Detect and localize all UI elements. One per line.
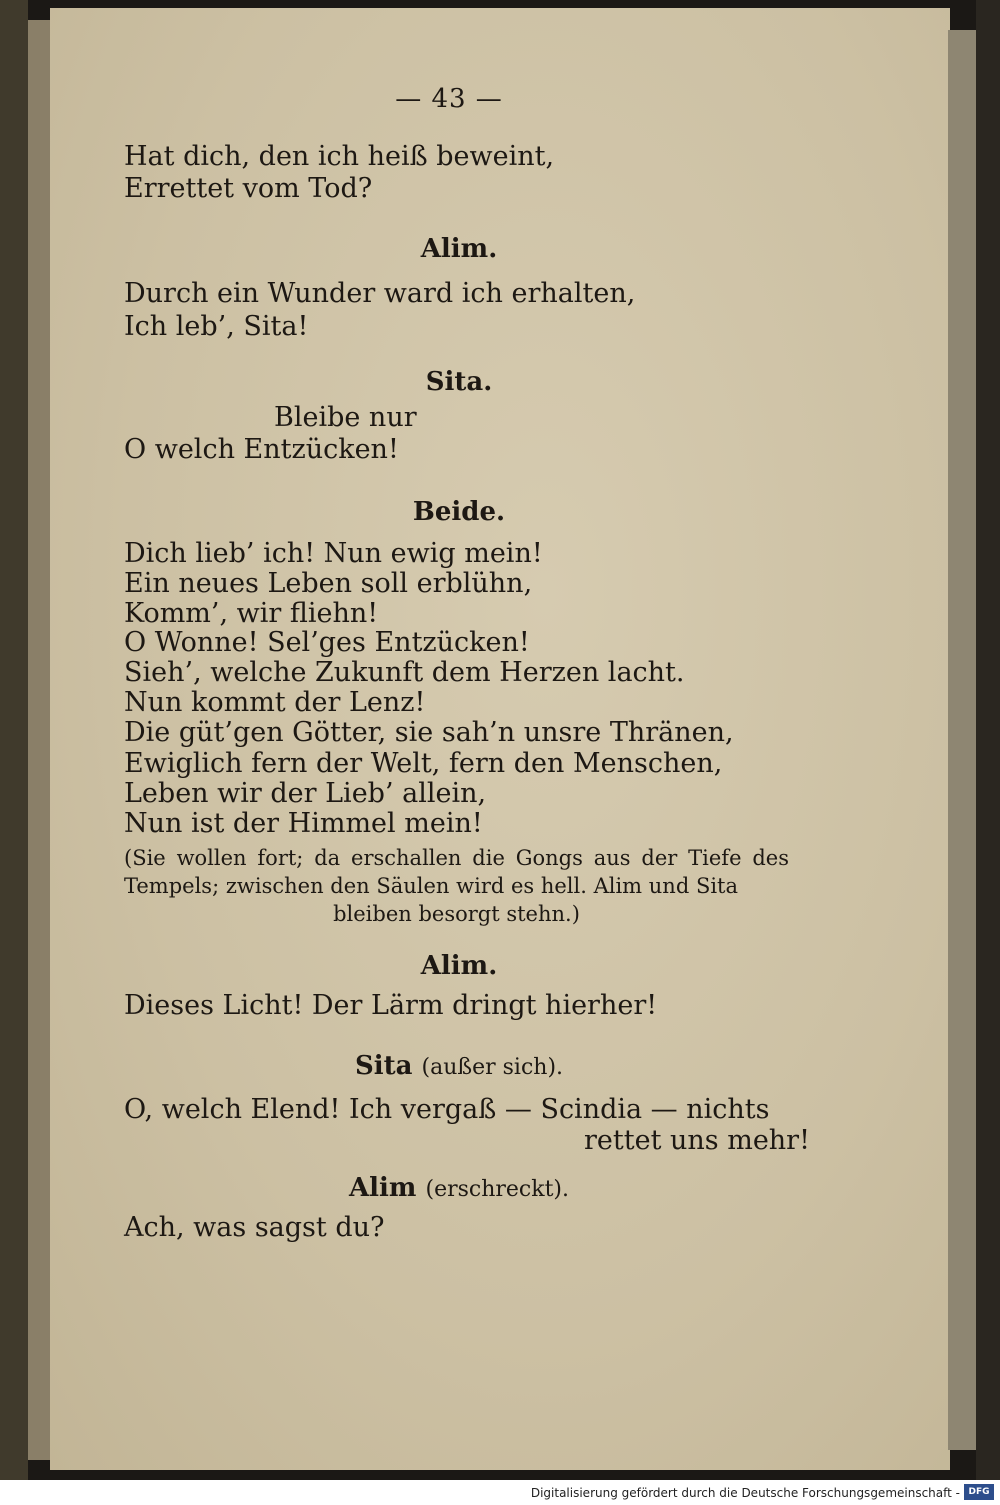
verse-line: Ach, was sagst du? — [124, 1212, 385, 1243]
speaker-heading — [124, 1053, 794, 1079]
verse-line: Durch ein Wunder ward ich erhalten, — [124, 278, 636, 309]
speaker-heading: Alim. — [420, 234, 498, 264]
verse-line: Komm’, wir fliehn! — [124, 598, 379, 629]
stage-direction-text: (Sie wollen fort; da erschallen die Gongs aus der Tiefe des Tempels; zwischen den Säulen wird es hell. Alim und Sita — [124, 846, 789, 898]
page-number: — 43 — — [395, 84, 503, 114]
stage-direction — [124, 844, 789, 928]
book-right-band — [948, 30, 976, 1450]
footer-credit: Digitalisierung gefördert durch die Deutsche Forschungsgemeinschaft - — [530, 1486, 960, 1500]
speaker-direction: (erschreckt). — [425, 1177, 569, 1202]
verse-line: O, welch Elend! Ich vergaß — Scindia — nichts — [124, 1094, 770, 1125]
verse-line: rettet uns mehr! — [584, 1125, 810, 1156]
stage-direction-end: bleiben besorgt stehn.) — [333, 902, 580, 926]
digitization-footer — [0, 1480, 1000, 1505]
dfg-logo-icon: DFG — [964, 1484, 994, 1500]
verse-line: O Wonne! Sel’ges Entzücken! — [124, 627, 530, 658]
verse-line: O welch Entzücken! — [124, 434, 399, 465]
verse-line: Nun ist der Himmel mein! — [124, 808, 483, 839]
speaker-direction: (außer sich). — [421, 1055, 564, 1080]
speaker-name: Sita — [354, 1051, 413, 1081]
speaker-heading: Alim. — [420, 951, 498, 981]
verse-line: Nun kommt der Lenz! — [124, 687, 426, 718]
book-left-edge — [0, 0, 28, 1480]
book-spine-band — [28, 20, 50, 1460]
verse-line: Ich leb’, Sita! — [124, 311, 309, 342]
verse-line: Dieses Licht! Der Lärm dringt hierher! — [124, 990, 658, 1021]
speaker-heading: Sita. — [425, 367, 493, 397]
verse-line: Hat dich, den ich heiß beweint, — [124, 141, 555, 172]
verse-line: Sieh’, welche Zukunft dem Herzen lacht. — [124, 657, 685, 688]
verse-line: Die güt’gen Götter, sie sah’n unsre Thränen, — [124, 717, 734, 748]
book-right-edge — [976, 0, 1000, 1480]
verse-line: Ewiglich fern der Welt, fern den Menschen, — [124, 748, 723, 779]
verse-line: Dich lieb’ ich! Nun ewig mein! — [124, 538, 543, 569]
speaker-heading — [124, 1175, 794, 1201]
verse-line: Ein neues Leben soll erblühn, — [124, 568, 533, 599]
speaker-heading: Beide. — [412, 497, 506, 527]
verse-line: Leben wir der Lieb’ allein, — [124, 778, 487, 809]
verse-line: Errettet vom Tod? — [124, 173, 373, 204]
verse-line: Bleibe nur — [274, 402, 417, 433]
speaker-name: Alim — [348, 1173, 417, 1203]
